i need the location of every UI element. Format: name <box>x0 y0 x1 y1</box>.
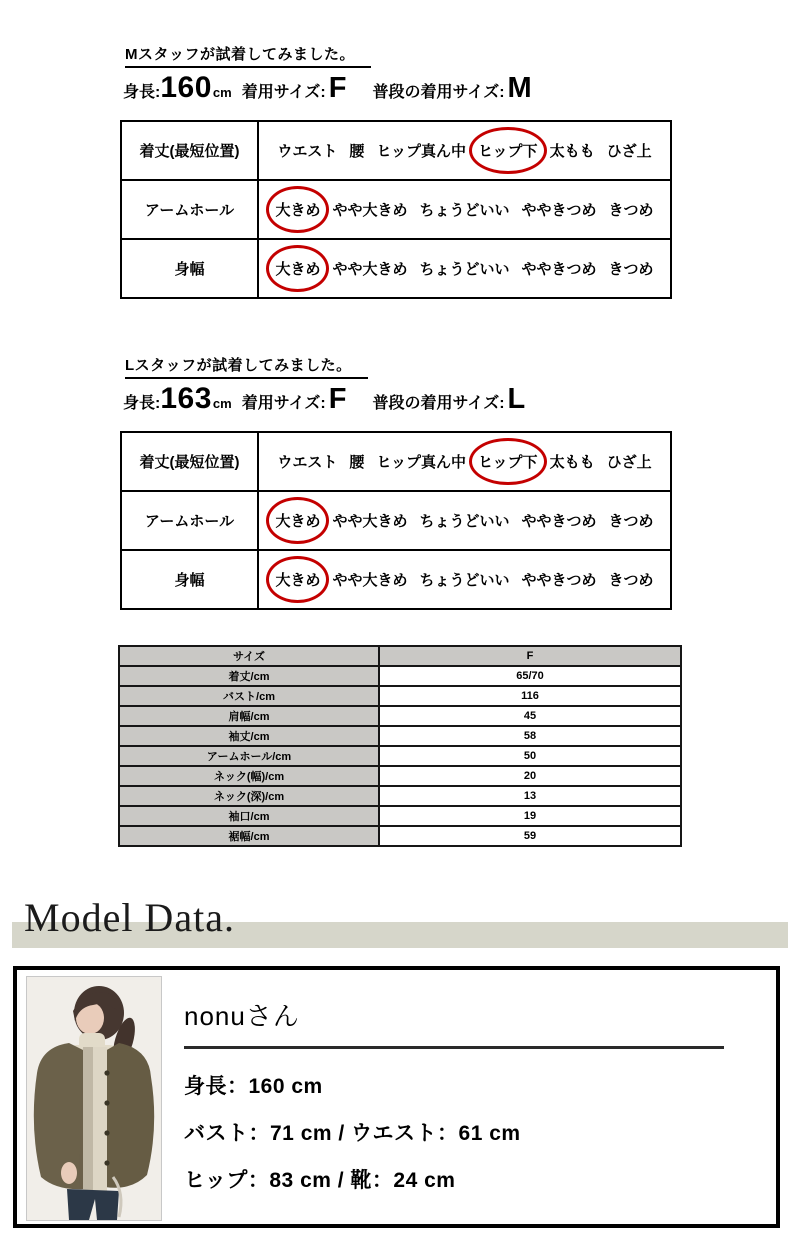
size-row-label: バスト/cm <box>119 686 379 706</box>
fit-option: 太もも <box>549 454 595 471</box>
fit-option: きつめ <box>608 513 654 530</box>
model-name-underline <box>184 1046 724 1049</box>
fit-option: やや大きめ <box>332 202 408 219</box>
fit-option: ヒップ真ん中 <box>376 454 466 471</box>
size-row-value: 19 <box>379 806 681 826</box>
size-table-row <box>119 746 681 766</box>
size-table-row <box>119 686 681 706</box>
model-data-box <box>13 966 780 1228</box>
model-stat-height: 身長：160 cm <box>184 1075 323 1098</box>
fit-review-table <box>120 431 672 610</box>
fit-option: ちょうどいい <box>419 202 510 219</box>
size-row-value: 58 <box>379 726 681 746</box>
fit-option: きつめ <box>608 572 654 589</box>
model-stat-bust-waist: バスト：71 cm / ウエスト：61 cm <box>184 1122 521 1145</box>
fit-option: ちょうどいい <box>419 261 510 278</box>
fit-option: きつめ <box>608 202 654 219</box>
model-photo <box>26 976 162 1221</box>
fit-option: ちょうどいい <box>419 572 510 589</box>
size-row-value: 65/70 <box>379 666 681 686</box>
staff-stats-line <box>123 384 525 414</box>
fit-option: ウエスト <box>277 454 338 471</box>
fit-option: 腰 <box>349 454 365 471</box>
fit-option: ややきつめ <box>521 572 597 589</box>
worn-size-value: F <box>328 383 347 415</box>
staff-try-on-section-l <box>0 354 800 654</box>
size-row-value: 50 <box>379 746 681 766</box>
fit-option-selected: ヒップ下 <box>478 140 538 161</box>
fit-row-options <box>258 550 671 609</box>
model-photo-illustration <box>27 977 161 1220</box>
height-value: 163 <box>160 382 212 415</box>
fit-option-selected: 大きめ <box>275 258 320 279</box>
size-table-row <box>119 766 681 786</box>
height-unit: cm <box>212 85 232 100</box>
model-jacket-right <box>105 1043 154 1188</box>
staff-stats-line <box>123 73 532 103</box>
fit-row <box>121 121 671 180</box>
worn-size-value: F <box>328 72 347 104</box>
fit-option: やや大きめ <box>332 513 408 530</box>
size-row-value: 45 <box>379 706 681 726</box>
fit-row <box>121 432 671 491</box>
usual-size-value: L <box>507 383 526 415</box>
size-row-label: 肩幅/cm <box>119 706 379 726</box>
fit-row-label: アームホール <box>121 491 258 550</box>
fit-row-options <box>258 239 671 298</box>
size-table-row <box>119 706 681 726</box>
fit-row <box>121 180 671 239</box>
fit-option: ややきつめ <box>521 513 597 530</box>
size-table-row <box>119 826 681 846</box>
size-row-label: 裾幅/cm <box>119 826 379 846</box>
fit-row-label: 着丈(最短位置) <box>121 121 258 180</box>
usual-size-label: 普段の着用サイズ: <box>372 84 505 101</box>
fit-row-options <box>258 121 671 180</box>
fit-option: ひざ上 <box>606 454 652 471</box>
size-spec-table <box>118 645 682 847</box>
fit-row-label: 身幅 <box>121 239 258 298</box>
fit-row <box>121 550 671 609</box>
fit-option: ヒップ真ん中 <box>376 143 466 160</box>
size-header-value: F <box>379 646 681 666</box>
fit-row-label: 着丈(最短位置) <box>121 432 258 491</box>
height-label: 身長: <box>123 395 161 412</box>
staff-try-on-section-m <box>0 43 800 343</box>
fit-row-label: アームホール <box>121 180 258 239</box>
size-table-row <box>119 786 681 806</box>
fit-option-selected: 大きめ <box>275 510 320 531</box>
model-jacket-left <box>34 1043 85 1189</box>
size-row-label: 袖丈/cm <box>119 726 379 746</box>
fit-option-selected: 大きめ <box>275 199 320 220</box>
size-row-label: ネック(幅)/cm <box>119 766 379 786</box>
size-header-label: サイズ <box>119 646 379 666</box>
size-row-label: 袖口/cm <box>119 806 379 826</box>
usual-size-label: 普段の着用サイズ: <box>372 395 505 412</box>
height-unit: cm <box>212 396 232 411</box>
size-row-label: アームホール/cm <box>119 746 379 766</box>
size-table-row <box>119 806 681 826</box>
worn-size-label: 着用サイズ: <box>241 84 326 101</box>
fit-option: やや大きめ <box>332 261 408 278</box>
fit-row-options <box>258 180 671 239</box>
size-row-value: 116 <box>379 686 681 706</box>
fit-option: ウエスト <box>277 143 338 160</box>
size-table-row <box>119 726 681 746</box>
fit-row-options <box>258 432 671 491</box>
fit-review-table <box>120 120 672 299</box>
fit-row-options <box>258 491 671 550</box>
model-stat-hip-shoe: ヒップ：83 cm / 靴：24 cm <box>184 1169 456 1192</box>
fit-option: 太もも <box>549 143 595 160</box>
model-data-heading: Model Data. <box>24 895 235 940</box>
size-row-value: 13 <box>379 786 681 806</box>
fit-option-selected: 大きめ <box>275 569 320 590</box>
worn-size-label: 着用サイズ: <box>241 395 326 412</box>
fit-option: 腰 <box>349 143 365 160</box>
size-table-header-row <box>119 646 681 666</box>
fit-option: やや大きめ <box>332 572 408 589</box>
jacket-button <box>104 1070 109 1075</box>
fit-row-label: 身幅 <box>121 550 258 609</box>
staff-section-heading: Mスタッフが試着してみました。 <box>125 43 371 68</box>
size-row-label: ネック(深)/cm <box>119 786 379 806</box>
fit-option: ややきつめ <box>521 261 597 278</box>
height-label: 身長: <box>123 84 161 101</box>
size-row-value: 59 <box>379 826 681 846</box>
fit-option: ひざ上 <box>606 143 652 160</box>
fit-row <box>121 491 671 550</box>
staff-section-heading: Lスタッフが試着してみました。 <box>125 354 368 379</box>
model-hand <box>61 1162 77 1184</box>
fit-row <box>121 239 671 298</box>
model-name: nonuさん <box>184 1001 300 1031</box>
height-value: 160 <box>160 71 212 104</box>
usual-size-value: M <box>507 72 532 104</box>
size-table-row <box>119 666 681 686</box>
jacket-button <box>104 1160 109 1165</box>
jacket-button <box>104 1100 109 1105</box>
fit-option: きつめ <box>608 261 654 278</box>
fit-option-selected: ヒップ下 <box>478 451 538 472</box>
fit-option: ややきつめ <box>521 202 597 219</box>
size-row-value: 20 <box>379 766 681 786</box>
jacket-button <box>104 1130 109 1135</box>
size-row-label: 着丈/cm <box>119 666 379 686</box>
fit-option: ちょうどいい <box>419 513 510 530</box>
